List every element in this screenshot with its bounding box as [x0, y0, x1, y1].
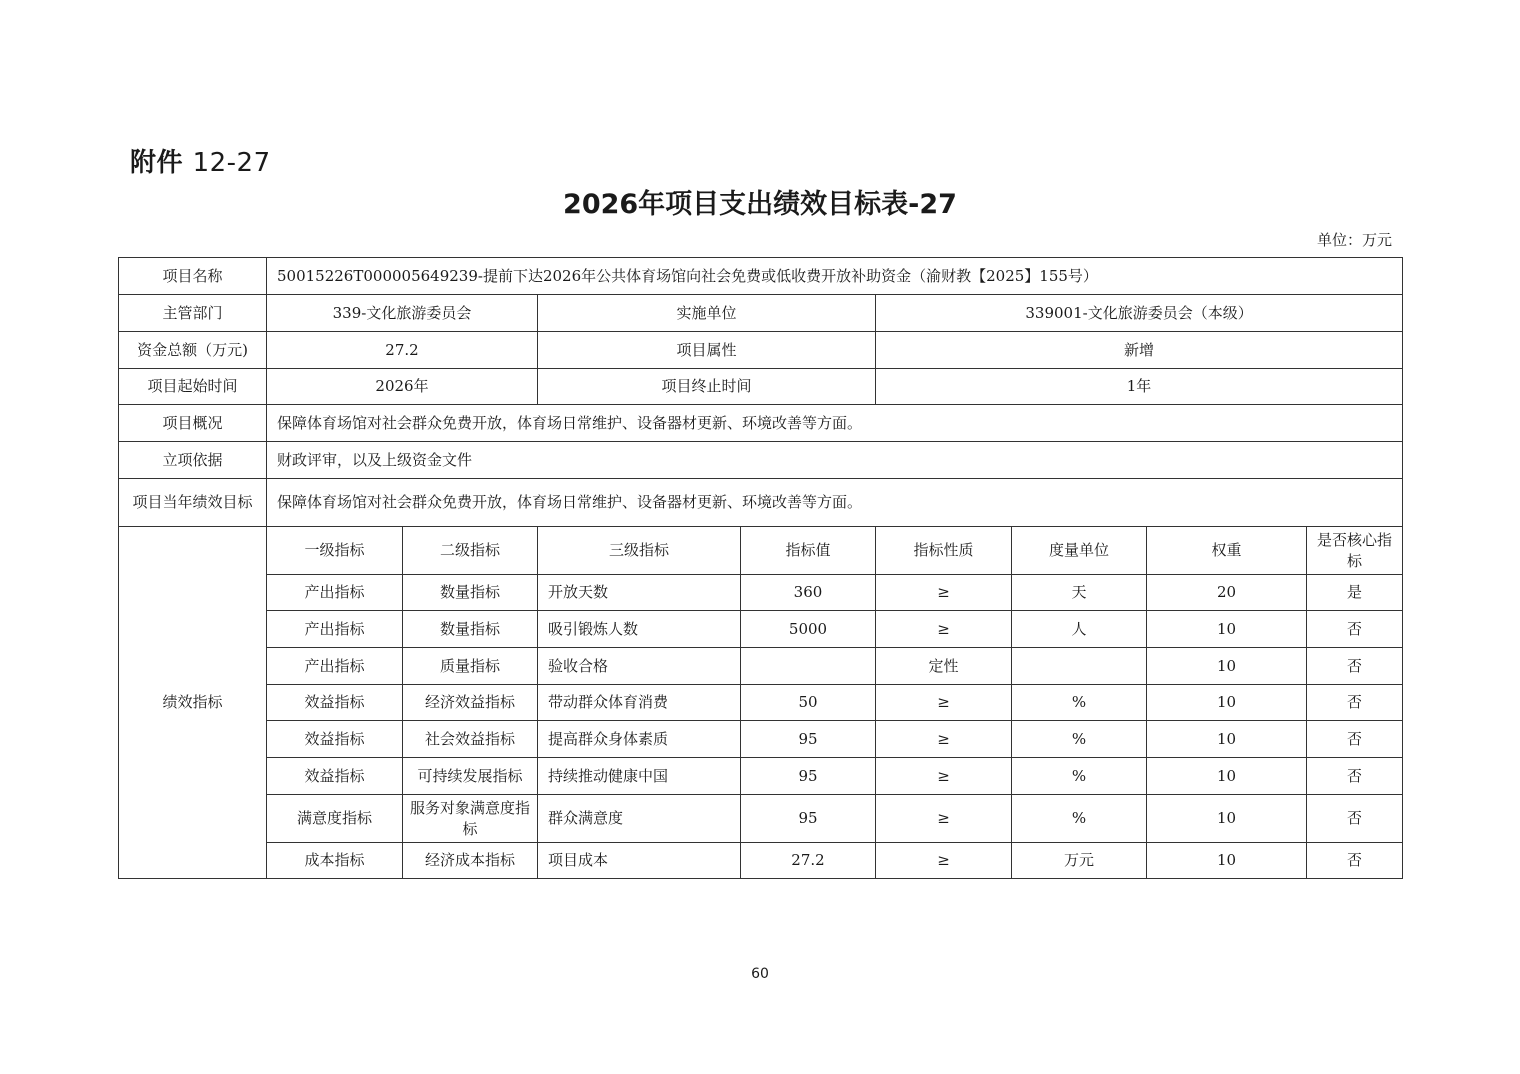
- cell-level3: 吸引锻炼人数: [538, 611, 741, 648]
- cell-level2: 经济效益指标: [403, 685, 538, 721]
- cell-level3: 验收合格: [538, 648, 741, 685]
- cell-weight: 10: [1147, 611, 1307, 648]
- header-nature: 指标性质: [876, 527, 1012, 575]
- cell-level1: 效益指标: [267, 721, 403, 758]
- table-row: [119, 843, 1403, 879]
- cell-weight: 10: [1147, 758, 1307, 795]
- page-number: 60: [751, 966, 769, 982]
- cell-weight: 10: [1147, 843, 1307, 879]
- cell-value: 50: [741, 685, 876, 721]
- cell-unit: %: [1012, 721, 1147, 758]
- basis-label: 立项依据: [119, 442, 267, 479]
- performance-table: [118, 257, 1403, 879]
- cell-level1: 满意度指标: [267, 795, 403, 843]
- cell-unit: %: [1012, 795, 1147, 843]
- attachment-label: [130, 142, 271, 179]
- table-row: [119, 795, 1403, 843]
- cell-level1: 产出指标: [267, 611, 403, 648]
- row-amount: [119, 332, 1403, 369]
- cell-nature: 定性: [876, 648, 1012, 685]
- cell-unit: %: [1012, 758, 1147, 795]
- cell-level1: 效益指标: [267, 685, 403, 721]
- table-row: [119, 648, 1403, 685]
- cell-value: 95: [741, 721, 876, 758]
- dept-value: 339-文化旅游委员会: [267, 295, 538, 332]
- cell-level1: 产出指标: [267, 648, 403, 685]
- attachment-number: 12-27: [192, 148, 271, 178]
- cell-level1: 效益指标: [267, 758, 403, 795]
- end-label: 项目终止时间: [538, 369, 876, 405]
- dept-label: 主管部门: [119, 295, 267, 332]
- cell-level3: 提高群众身体素质: [538, 721, 741, 758]
- cell-core: 否: [1307, 758, 1403, 795]
- cell-nature: ≥: [876, 721, 1012, 758]
- row-time: [119, 369, 1403, 405]
- cell-level3: 开放天数: [538, 575, 741, 611]
- overview-label: 项目概况: [119, 405, 267, 442]
- page-title: 2026年项目支出绩效目标表-27: [563, 189, 957, 220]
- header-weight: 权重: [1147, 527, 1307, 575]
- indicators-section-label: 绩效指标: [119, 527, 267, 879]
- cell-unit: [1012, 648, 1147, 685]
- cell-nature: ≥: [876, 843, 1012, 879]
- cell-level2: 可持续发展指标: [403, 758, 538, 795]
- header-core: 是否核心指标: [1307, 527, 1403, 575]
- cell-core: 否: [1307, 843, 1403, 879]
- cell-level3: 项目成本: [538, 843, 741, 879]
- table-row: [119, 758, 1403, 795]
- table-row: [119, 611, 1403, 648]
- goal-value: 保障体育场馆对社会群众免费开放，体育场日常维护、设备器材更新、环境改善等方面。: [267, 479, 1403, 527]
- cell-level2: 社会效益指标: [403, 721, 538, 758]
- unit-label: 单位：万元: [1316, 231, 1392, 249]
- cell-core: 否: [1307, 648, 1403, 685]
- attr-value: 新增: [876, 332, 1403, 369]
- cell-nature: ≥: [876, 758, 1012, 795]
- project-name-value: 50015226T000005649239-提前下达2026年公共体育场馆向社会免费或低收费开放补助资金（渝财教【2025】155号）: [267, 258, 1403, 295]
- cell-nature: ≥: [876, 795, 1012, 843]
- table-row: [119, 575, 1403, 611]
- basis-value: 财政评审，以及上级资金文件: [267, 442, 1403, 479]
- cell-nature: ≥: [876, 685, 1012, 721]
- project-name-label: 项目名称: [119, 258, 267, 295]
- cell-level3: 持续推动健康中国: [538, 758, 741, 795]
- cell-weight: 10: [1147, 795, 1307, 843]
- header-value: 指标值: [741, 527, 876, 575]
- cell-unit: 万元: [1012, 843, 1147, 879]
- end-value: 1年: [876, 369, 1403, 405]
- cell-level2: 经济成本指标: [403, 843, 538, 879]
- amount-value: 27.2: [267, 332, 538, 369]
- overview-value: 保障体育场馆对社会群众免费开放，体育场日常维护、设备器材更新、环境改善等方面。: [267, 405, 1403, 442]
- row-goal: [119, 479, 1403, 527]
- start-label: 项目起始时间: [119, 369, 267, 405]
- cell-core: 否: [1307, 795, 1403, 843]
- row-overview: [119, 405, 1403, 442]
- cell-nature: ≥: [876, 575, 1012, 611]
- cell-level2: 数量指标: [403, 575, 538, 611]
- amount-label: 资金总额（万元): [119, 332, 267, 369]
- row-basis: [119, 442, 1403, 479]
- row-project-name: [119, 258, 1403, 295]
- cell-level2: 质量指标: [403, 648, 538, 685]
- cell-level1: 产出指标: [267, 575, 403, 611]
- table-row: [119, 721, 1403, 758]
- attr-label: 项目属性: [538, 332, 876, 369]
- cell-value: 27.2: [741, 843, 876, 879]
- cell-value: [741, 648, 876, 685]
- header-level3: 三级指标: [538, 527, 741, 575]
- cell-core: 否: [1307, 685, 1403, 721]
- indicator-header-row: [119, 527, 1403, 575]
- cell-core: 是: [1307, 575, 1403, 611]
- cell-level1: 成本指标: [267, 843, 403, 879]
- cell-level2: 数量指标: [403, 611, 538, 648]
- cell-value: 95: [741, 758, 876, 795]
- cell-weight: 10: [1147, 648, 1307, 685]
- start-value: 2026年: [267, 369, 538, 405]
- header-level2: 二级指标: [403, 527, 538, 575]
- cell-unit: 天: [1012, 575, 1147, 611]
- cell-level3: 群众满意度: [538, 795, 741, 843]
- cell-weight: 20: [1147, 575, 1307, 611]
- table-row: [119, 685, 1403, 721]
- cell-weight: 10: [1147, 685, 1307, 721]
- cell-value: 5000: [741, 611, 876, 648]
- attachment-prefix: 附件: [130, 148, 184, 178]
- impl-label: 实施单位: [538, 295, 876, 332]
- cell-value: 95: [741, 795, 876, 843]
- cell-unit: 人: [1012, 611, 1147, 648]
- header-level1: 一级指标: [267, 527, 403, 575]
- cell-level2: 服务对象满意度指标: [403, 795, 538, 843]
- goal-label: 项目当年绩效目标: [119, 479, 267, 527]
- cell-nature: ≥: [876, 611, 1012, 648]
- header-unit: 度量单位: [1012, 527, 1147, 575]
- cell-level3: 带动群众体育消费: [538, 685, 741, 721]
- row-department: [119, 295, 1403, 332]
- cell-unit: %: [1012, 685, 1147, 721]
- cell-value: 360: [741, 575, 876, 611]
- cell-weight: 10: [1147, 721, 1307, 758]
- cell-core: 否: [1307, 721, 1403, 758]
- cell-core: 否: [1307, 611, 1403, 648]
- impl-value: 339001-文化旅游委员会（本级）: [876, 295, 1403, 332]
